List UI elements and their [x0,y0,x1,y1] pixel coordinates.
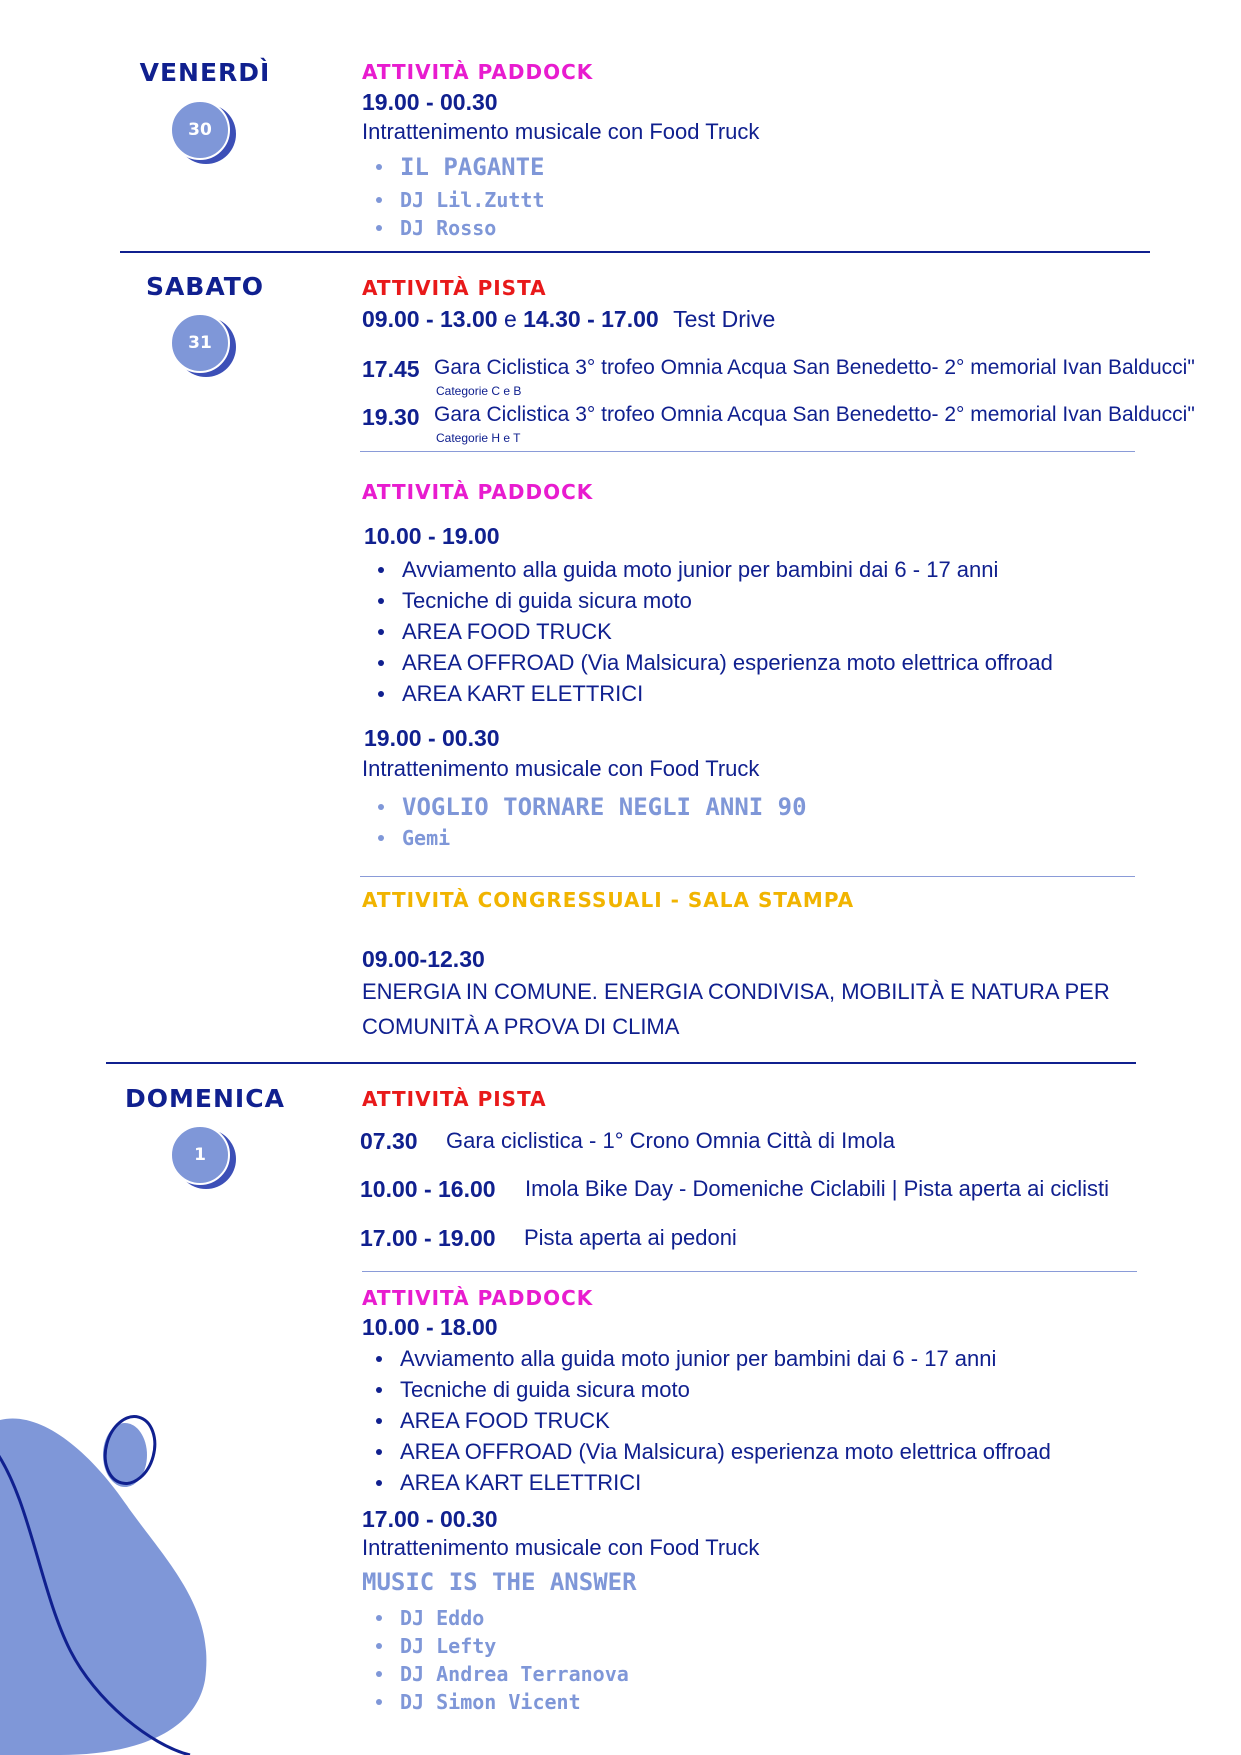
time-range: 09.00-12.30 [362,946,485,972]
list-item: Tecniche di guida sicura moto [364,585,1053,616]
activity-description: Intrattenimento musicale con Food Truck [362,119,760,144]
list-item: Tecniche di guida sicura moto [362,1374,1051,1405]
section-title-paddock: ATTIVITÀ PADDOCK [362,60,594,84]
time-range: 17.00 - 19.00 [360,1225,496,1251]
congress-title-line: COMUNITÀ A PROVA DI CLIMA [362,1014,680,1039]
race-category: Categorie H e T [436,431,521,445]
date-number: 31 [170,313,230,373]
race-category: Categorie C e B [436,384,522,398]
activity-text: Test Drive [673,306,776,332]
artist-list [362,150,545,242]
list-item: AREA OFFROAD (Via Malsicura) esperienza moto elettrica offroad [362,1436,1051,1467]
date-number: 1 [170,1125,230,1185]
conjunction: e [503,306,517,332]
divider [106,1062,1136,1064]
artist-item: VOGLIO TORNARE NEGLI ANNI 90 [364,790,807,824]
congress-title-line: ENERGIA IN COMUNE. ENERGIA CONDIVISA, MOBILITÀ E NATURA PER [362,979,1110,1004]
section-title-paddock: ATTIVITÀ PADDOCK [362,1286,594,1310]
list-item: AREA KART ELETTRICI [364,678,1053,709]
divider [360,451,1135,452]
artist-item: DJ Andrea Terranova [362,1660,629,1688]
activity-text: Gara ciclistica - 1° Crono Omnia Città di Imola [446,1128,895,1153]
activity-text: Imola Bike Day - Domeniche Ciclabili | Pista aperta ai ciclisti [525,1176,1110,1201]
music-title: MUSIC IS THE ANSWER [362,1568,637,1596]
date-badge-saturday [170,313,236,379]
section-title-paddock: ATTIVITÀ PADDOCK [362,480,594,504]
section-title-congress: ATTIVITÀ CONGRESSUALI - SALA STAMPA [362,888,855,912]
activity-description: Intrattenimento musicale con Food Truck [362,756,760,781]
divider [120,251,1150,253]
time-range: 09.00 - 13.00 [362,306,498,332]
day-label-friday: VENERDÌ [139,58,271,87]
time-range: 10.00 - 18.00 [362,1314,498,1340]
artist-item: DJ Rosso [362,214,545,242]
race-time: 19.30 [362,404,420,430]
time-range: 10.00 - 16.00 [360,1176,496,1202]
list-item: AREA FOOD TRUCK [364,616,1053,647]
activity-text: Pista aperta ai pedoni [524,1225,737,1250]
time-range: 19.00 - 00.30 [364,725,500,751]
section-title-pista: ATTIVITÀ PISTA [362,276,547,300]
paddock-activity-list [364,554,1053,709]
race-time: 17.45 [362,356,420,382]
time-range: 07.30 [360,1128,418,1154]
list-item: Avviamento alla guida moto junior per bambini dai 6 - 17 anni [364,554,1053,585]
divider [362,1271,1137,1272]
date-number: 30 [170,100,230,160]
date-badge-sunday [170,1125,236,1191]
time-range: 17.00 - 00.30 [362,1506,498,1532]
time-range: 19.00 - 00.30 [362,89,498,115]
decorative-blob [0,1390,230,1755]
list-item: AREA OFFROAD (Via Malsicura) esperienza moto elettrica offroad [364,647,1053,678]
date-badge-friday [170,100,236,166]
artist-list [362,1604,629,1716]
paddock-activity-list [362,1343,1051,1498]
time-range: 14.30 - 17.00 [523,306,659,332]
activity-description: Intrattenimento musicale con Food Truck [362,1535,760,1560]
artist-item: DJ Simon Vicent [362,1688,629,1716]
list-item: Avviamento alla guida moto junior per bambini dai 6 - 17 anni [362,1343,1051,1374]
artist-item: DJ Eddo [362,1604,629,1632]
artist-list [364,790,807,852]
day-label-sunday: DOMENICA [125,1084,285,1113]
list-item: AREA FOOD TRUCK [362,1405,1051,1436]
race-description: Gara Ciclistica 3° trofeo Omnia Acqua San Benedetto- 2° memorial Ivan Balducci" [434,356,1195,379]
divider [360,876,1135,877]
artist-item: IL PAGANTE [362,150,545,184]
section-title-pista: ATTIVITÀ PISTA [362,1087,547,1111]
artist-item: DJ Lil.Zuttt [362,186,545,214]
race-description: Gara Ciclistica 3° trofeo Omnia Acqua San Benedetto- 2° memorial Ivan Balducci" [434,403,1195,426]
artist-item: DJ Lefty [362,1632,629,1660]
artist-item: Gemi [364,824,807,852]
list-item: AREA KART ELETTRICI [362,1467,1051,1498]
time-range: 10.00 - 19.00 [364,523,500,549]
test-drive-row [362,306,775,333]
day-label-saturday: SABATO [145,272,265,301]
